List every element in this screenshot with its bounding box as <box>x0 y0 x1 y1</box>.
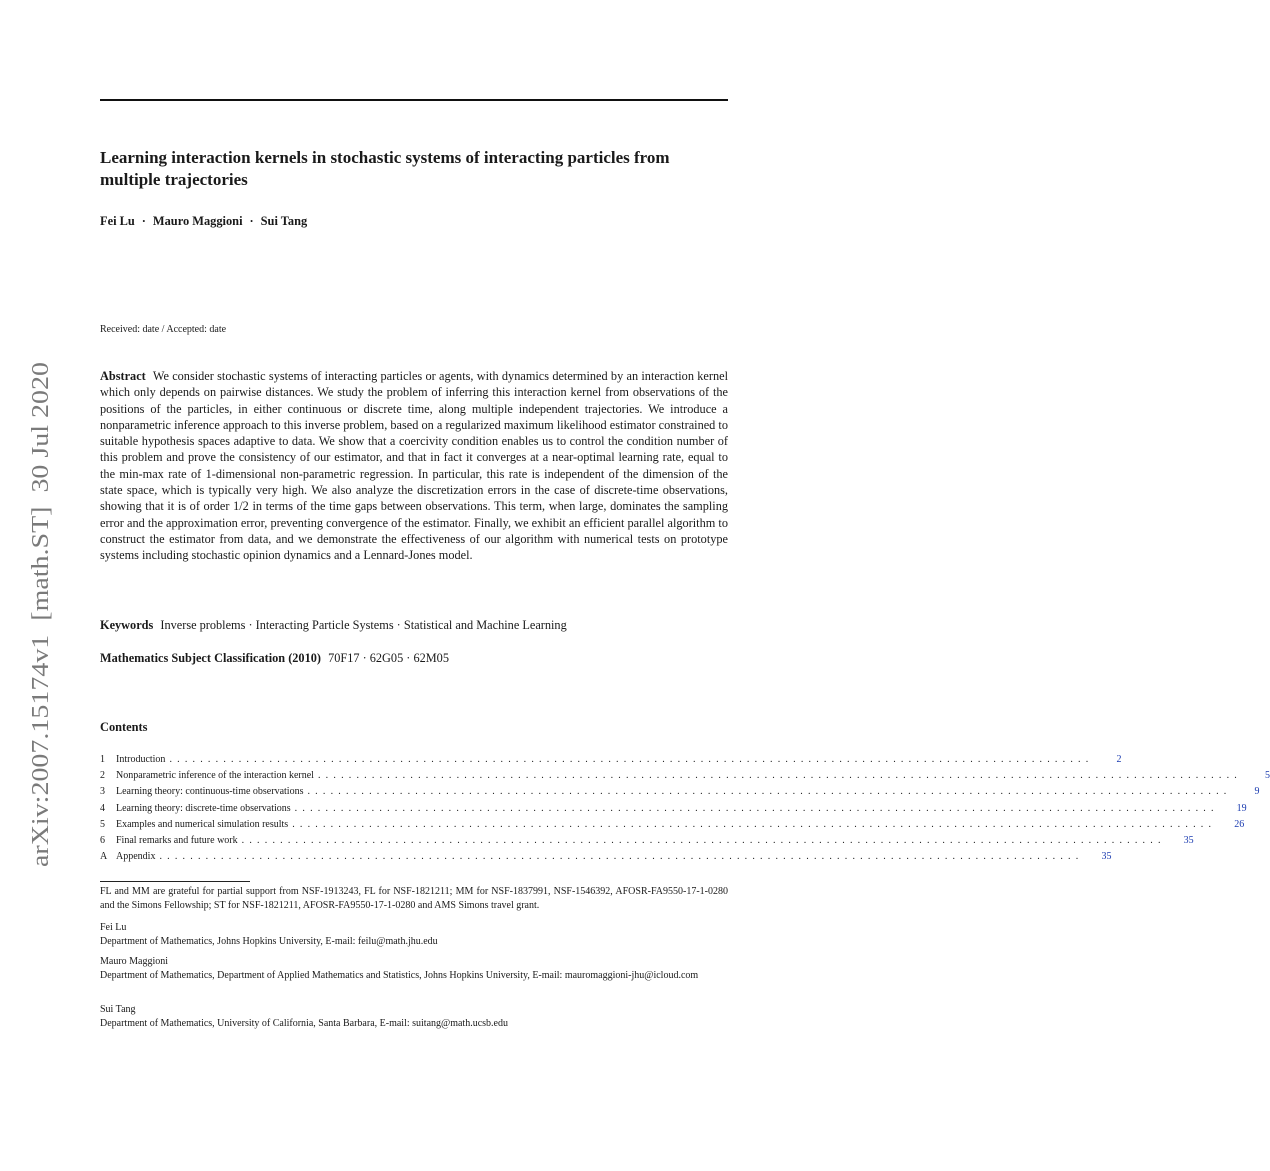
toc-entry[interactable] <box>100 784 1260 800</box>
toc-entry-title[interactable]: Introduction <box>116 754 166 765</box>
msc-label: Mathematics Subject Classification (2010) <box>100 651 321 665</box>
author-name: Fei Lu <box>100 214 135 228</box>
toc-entry-title[interactable]: Learning theory: discrete-time observations <box>116 802 291 814</box>
author-list <box>100 214 728 229</box>
keywords-text: Inverse problems · Interacting Particle Systems · Statistical and Machine Learning <box>160 618 567 632</box>
toc-entry[interactable] <box>100 817 1245 833</box>
keywords <box>100 618 728 633</box>
author-name: Sui Tang <box>260 214 308 228</box>
toc-entry[interactable] <box>100 833 1194 849</box>
affiliation-name: Mauro Maggioni <box>100 956 169 967</box>
toc-entry-title[interactable]: Learning theory: continuous-time observations <box>116 786 304 798</box>
toc-leader-dots: ........................................................................................................................ <box>317 770 1242 782</box>
toc-entry[interactable] <box>100 768 1270 784</box>
affiliation-name: Fei Lu <box>100 922 127 933</box>
affiliation-block <box>100 921 728 948</box>
toc-leader-dots: ........................................................................................................................ <box>159 851 1084 863</box>
funding-footnote: FL and MM are grateful for partial support from NSF-1913243, FL for NSF-1821211; MM for NSF-1837991, NSF-1546392, AFOSR-FA9550-17-1-0280 and the Simons Fellowship; ST for NSF-1821211, AFOSR-FA9550-17-1-0280 and AMS Simons travel grant. <box>100 886 728 911</box>
msc-classification <box>100 651 728 666</box>
abstract-text: We consider stochastic systems of interacting particles or agents, with dynamics determined by an interaction kernel which only depends on pairwise distances. We study the problem of inferring this interaction kernel from observations of the positions of the particles, in either continuous or discrete time, along multiple independent trajectories. We introduce a nonparametric inference approach to this inverse problem, based on a regularized maximum likelihood estimator constrained to suitable hypothesis spaces adaptive to data. We show that a coercivity condition enables us to control the condition number of this problem and prove the consistency of our estimator, and that in fact it converges at a near-optimal learning rate, equal to the min-max rate of 1-dimensional non-parametric regression. In particular, this rate is independent of the dimension of the state space, which is typically very high. We also analyze the discretization errors in the case of discrete-time observations, showing that it is of order 1/2 in terms of the time gaps between observations. This term, when large, dominates the sampling error and the approximation error, preventing convergence of the estimator. Finally, we exhibit an efficient parallel algorithm to construct the estimator from data, and we demonstrate the effectiveness of our algorithm with numerical tests on prototype systems including stochastic opinion dynamics and a Lennard-Jones model. <box>100 369 728 563</box>
toc-entry-page-link[interactable]: 26 <box>1234 818 1245 830</box>
toc-leader-dots: ........................................................................................................................ <box>169 754 1094 765</box>
toc-entry-page-link[interactable]: 19 <box>1236 802 1247 814</box>
toc-entry-title[interactable]: Examples and numerical simulation results <box>116 818 289 830</box>
toc-entry[interactable] <box>100 849 1112 865</box>
toc-entry-number: 1 <box>100 754 105 765</box>
toc-leader-dots: ........................................................................................................................ <box>294 802 1219 814</box>
arxiv-identifier-stamp <box>18 355 58 875</box>
toc-leader-dots: ........................................................................................................................ <box>307 786 1232 798</box>
footnote-rule <box>100 881 250 882</box>
affiliation-address: Department of Mathematics, Johns Hopkins University, E-mail: feilu@math.jhu.edu <box>100 935 438 947</box>
affiliation-block <box>100 955 728 982</box>
toc-entry-number: A <box>100 851 108 863</box>
toc-entry-title[interactable]: Nonparametric inference of the interaction kernel <box>116 770 314 782</box>
author-separator: · <box>249 214 254 228</box>
toc-entry[interactable] <box>100 752 1122 768</box>
arxiv-stamp-text[interactable]: arXiv:2007.15174v1 [math.ST] 30 Jul 2020 <box>28 433 54 867</box>
affiliation-name: Sui Tang <box>100 1004 136 1015</box>
toc-entry-number: 2 <box>100 770 105 782</box>
toc-entry-number: 3 <box>100 786 105 798</box>
toc-entry-page-link[interactable]: 9 <box>1254 786 1260 798</box>
author-separator: · <box>141 214 146 228</box>
toc-entry-title[interactable]: Appendix <box>116 851 156 863</box>
toc-entry[interactable] <box>100 801 1247 817</box>
msc-codes: 70F17 · 62G05 · 62M05 <box>328 651 449 665</box>
affiliation-block <box>100 1003 728 1030</box>
table-of-contents <box>100 752 1270 865</box>
abstract <box>100 368 728 564</box>
top-rule <box>100 99 728 101</box>
toc-entry-page-link[interactable]: 5 <box>1264 770 1270 782</box>
keywords-label: Keywords <box>100 618 154 632</box>
toc-entry-page-link[interactable]: 2 <box>1116 754 1122 765</box>
toc-entry-number: 6 <box>100 834 105 846</box>
toc-entry-title[interactable]: Final remarks and future work <box>116 834 238 846</box>
affiliation-address: Department of Mathematics, University of California, Santa Barbara, E-mail: suitang@math.ucsb.edu <box>100 1017 508 1029</box>
arxiv-stamp-svg <box>18 355 58 875</box>
toc-entry-number: 5 <box>100 818 105 830</box>
received-date: Received: date / Accepted: date <box>100 324 227 335</box>
toc-leader-dots: ........................................................................................................................ <box>241 834 1166 846</box>
toc-entry-page-link[interactable]: 35 <box>1183 834 1194 846</box>
toc-entry-page-link[interactable]: 35 <box>1101 851 1112 863</box>
toc-entry-number: 4 <box>100 802 105 814</box>
paper-title: Learning interaction kernels in stochastic systems of interacting particles from multiple trajectories <box>100 148 670 189</box>
abstract-label: Abstract <box>100 369 146 383</box>
contents-heading: Contents <box>100 720 148 734</box>
affiliation-address: Department of Mathematics, Department of Applied Mathematics and Statistics, Johns Hopkins University, E-mail: mauromaggioni-jhu@icloud.com <box>100 969 699 981</box>
toc-leader-dots: ........................................................................................................................ <box>292 818 1217 830</box>
author-name: Mauro Maggioni <box>152 214 243 228</box>
